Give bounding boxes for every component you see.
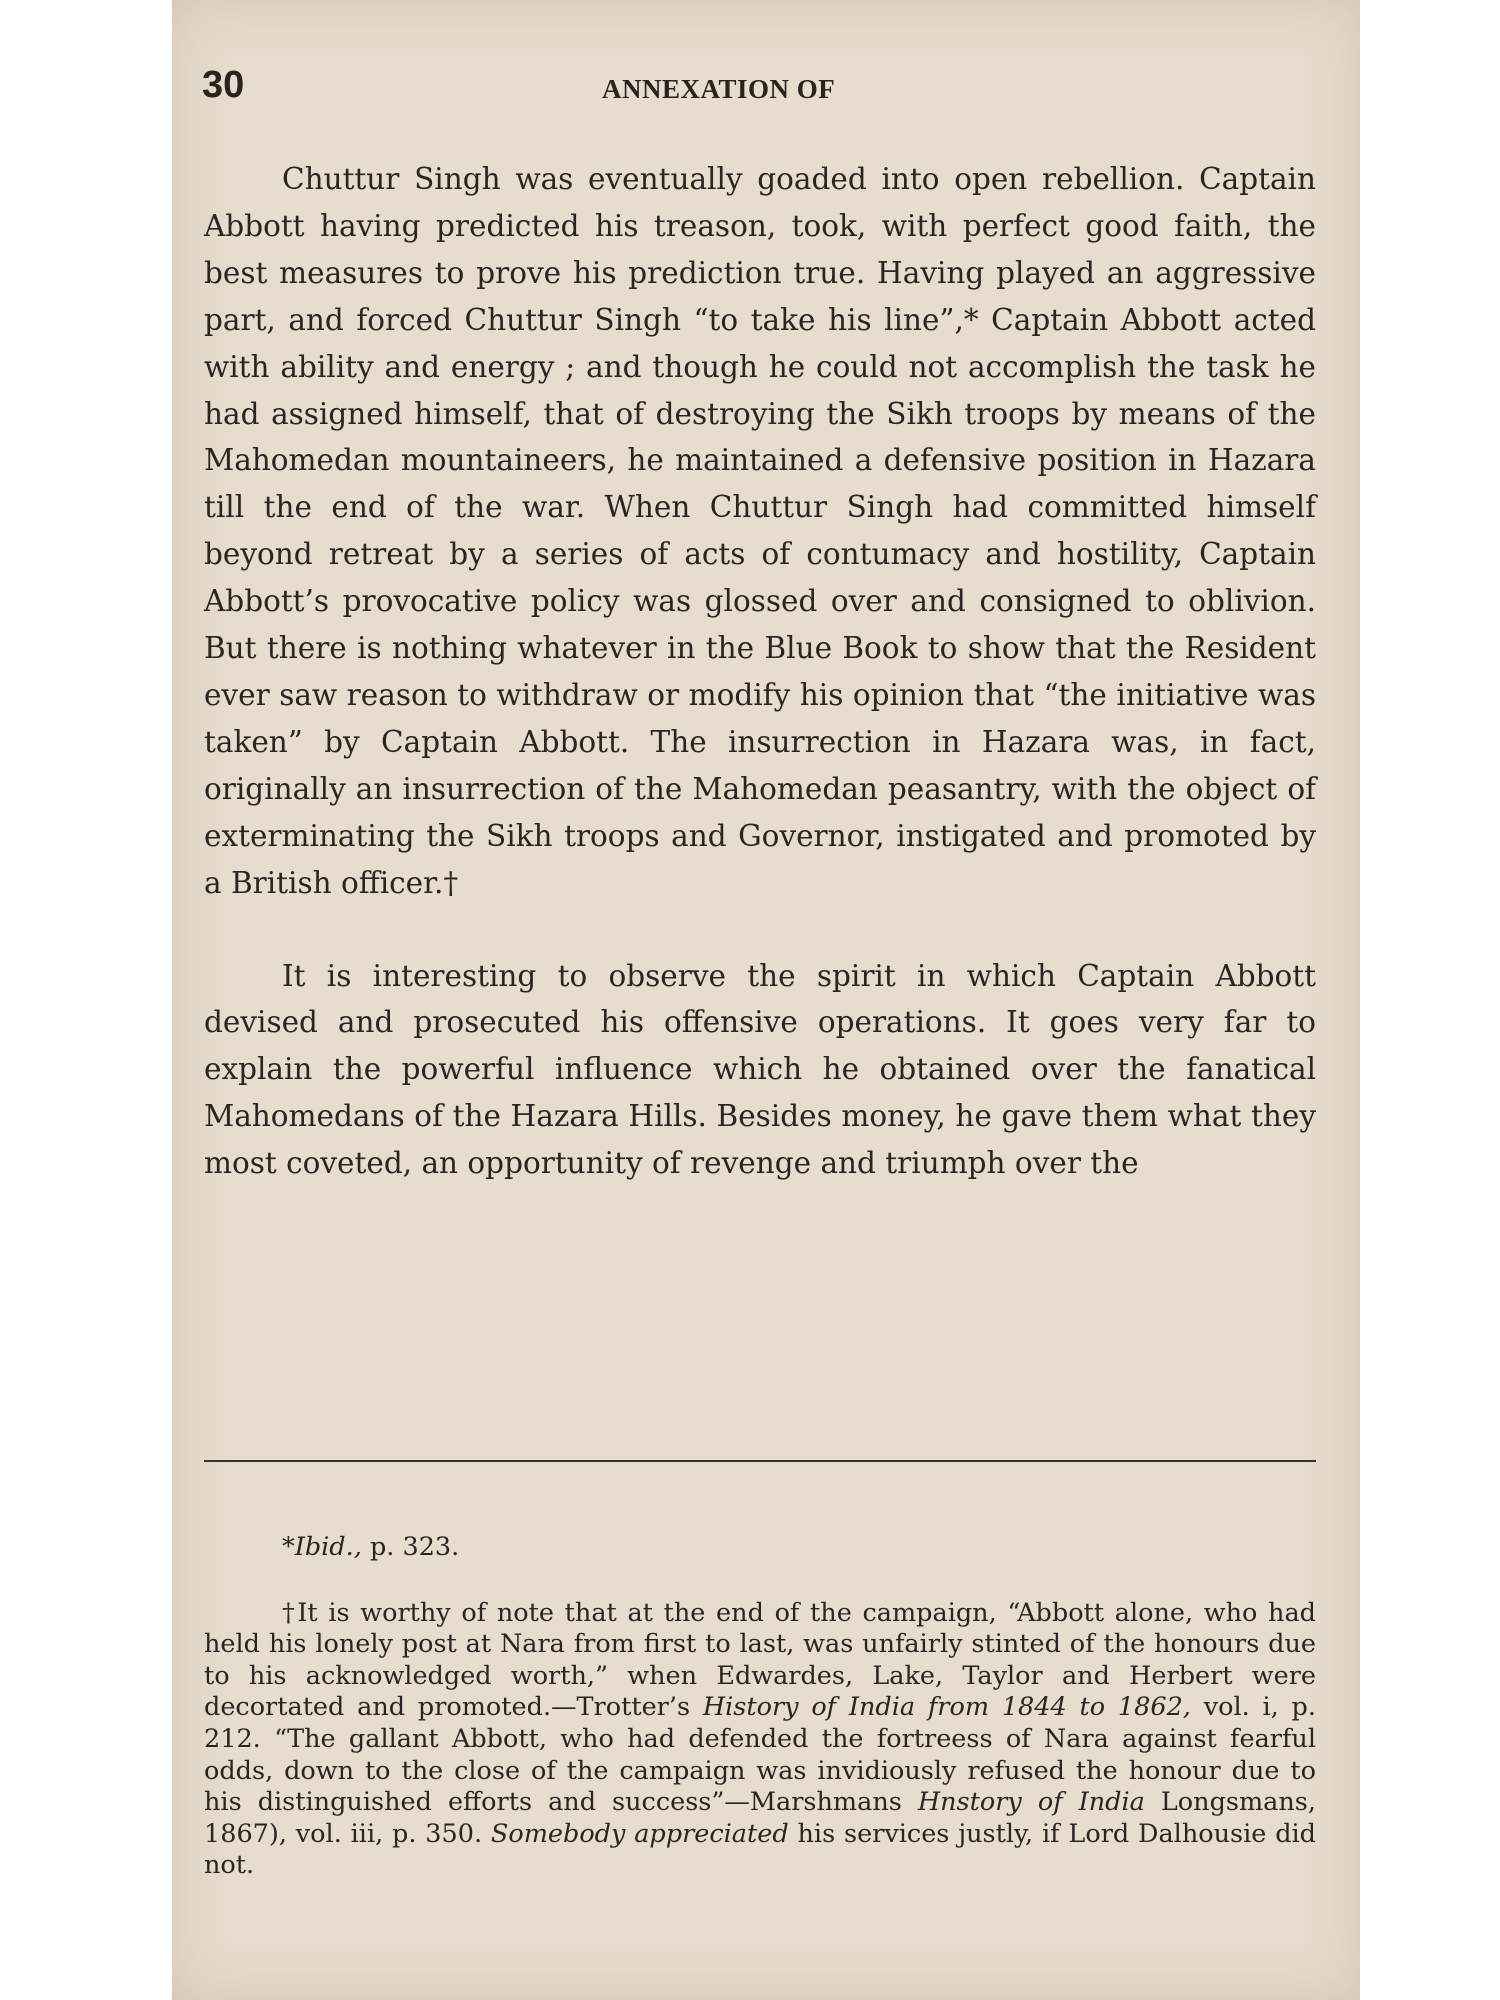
footnote-2-text-d: his services justly, if Lord Dalhousie did not. bbox=[204, 1818, 1317, 1881]
footnote-2-text-b: vol. i, p. 212. “The gallant Abbott, who had defended the fortreess of Nara against fearful odds, down to the close of the campaign was invidiously refused the honour due to his distinguished efforts and success”—Marshmans bbox=[204, 1692, 1316, 1818]
footnote-rule bbox=[204, 1460, 1316, 1462]
footnote-1-ibid: Ibid., bbox=[294, 1532, 362, 1562]
paragraph-2: It is interesting to observe the spirit in which Captain Abbott devised and prosecuted his offensive operations. It goes very far to explain the powerful influence which he obtained over the fanatical Mahomedans of the Hazara Hills. Besides money, he gave them what they most coveted, an opportunity of revenge and triumph over the bbox=[204, 958, 1316, 1181]
page-header bbox=[172, 64, 1360, 114]
footnote-1-page: p. 323. bbox=[361, 1532, 460, 1562]
footnote-1-marker: * bbox=[282, 1532, 295, 1562]
footnote-2-title-marshman: Hnstory of India bbox=[917, 1787, 1145, 1818]
footnote-2-text-c: Longsmans, 1867), vol. iii, p. 350. bbox=[204, 1787, 1316, 1849]
page-number: 30 bbox=[202, 64, 245, 106]
body-text bbox=[204, 156, 1316, 1187]
footnote-1 bbox=[204, 1532, 1316, 1564]
footnote-2-appreciated: Somebody appreciated bbox=[490, 1818, 789, 1849]
footnote-2 bbox=[204, 1598, 1316, 1882]
footnote-2-text-a: †It is worthy of note that at the end of the campaign, “Abbott alone, who had held his lonely post at Nara from first to last, was unfairly stinted of the honours due to his acknowledged worth,” when Edwardes, Lake, Taylor and Herbert were decortated and promoted.—Trotter’s bbox=[204, 1597, 1316, 1723]
paragraph-1: Chuttur Singh was eventually goaded into open rebellion. Captain Abbott having predicted his treason, took, with perfect good faith, the best measures to prove his prediction true. Having played an aggressive part, and forced Chuttur Singh “to take his line”,* Captain Abbott acted with ability and energy ; and though he could not accomplish the task he had assigned himself, that of destroying the Sikh troops by means of the Mahomedan mountaineers, he maintained a defensive position in Hazara till the end of the war. When Chuttur Singh had committed himself beyond retreat by a series of acts of contumacy and hostility, Captain Abbott’s provocative policy was glossed over and consigned to oblivion. But there is nothing whatever in the Blue Book to show that the Resident ever saw reason to withdraw or modify his opinion that “the initiative was taken” by Captain Abbott. The insurrection in Hazara was, in fact, originally an insurrection of the Mahomedan peasantry, with the object of exterminating the Sikh troops and Governor, instigated and promoted by a British officer.† bbox=[204, 162, 1316, 900]
footnotes bbox=[204, 1532, 1316, 1882]
running-head: ANNEXATION OF bbox=[602, 74, 836, 104]
footnote-2-title-trotter: History of India from 1844 to 1862, bbox=[702, 1692, 1191, 1723]
book-page bbox=[172, 0, 1360, 2000]
